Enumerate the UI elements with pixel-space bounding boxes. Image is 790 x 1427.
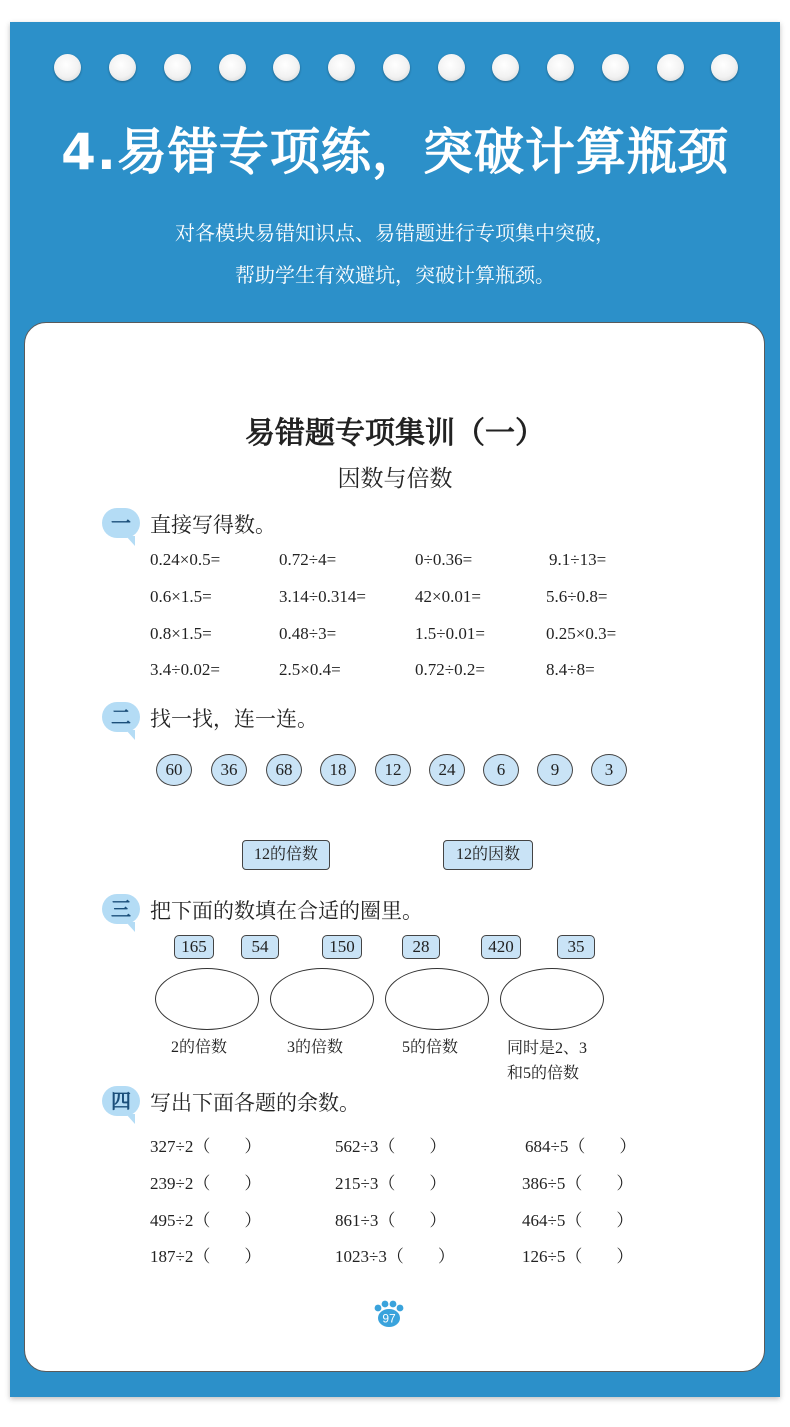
calc-item: 3.4÷0.02= bbox=[150, 660, 220, 679]
headline: 4.易错专项练，突破计算瓶颈 bbox=[61, 123, 729, 181]
number-circle: 24 bbox=[429, 754, 465, 786]
remainder-item: 327÷2（ ） bbox=[150, 1137, 262, 1156]
remainder-item: 464÷5（ ） bbox=[522, 1211, 634, 1230]
remainder-item: 684÷5（ ） bbox=[525, 1137, 637, 1156]
page-subtitle: 因数与倍数 bbox=[337, 466, 453, 492]
section-3-badge: 三 bbox=[102, 894, 140, 924]
circle-label: 同时是2、3 bbox=[507, 1040, 588, 1057]
circle-label: 5的倍数 bbox=[402, 1039, 459, 1056]
calc-item: 0.6×1.5= bbox=[150, 587, 212, 606]
remainder-item: 187÷2（ ） bbox=[150, 1247, 262, 1266]
subline-1: 对各模块易错知识点、易错题进行专项集中突破， bbox=[175, 221, 615, 245]
calc-item: 3.14÷0.314= bbox=[279, 587, 366, 606]
section-2-title: 找一找，连一连。 bbox=[150, 707, 318, 731]
number-tag: 54 bbox=[241, 935, 279, 959]
binder-ring bbox=[273, 54, 300, 81]
remainder-item: 386÷5（ ） bbox=[522, 1174, 634, 1193]
section-3-title: 把下面的数填在合适的圈里。 bbox=[150, 899, 423, 923]
calc-item: 0.8×1.5= bbox=[150, 624, 212, 643]
remainder-item: 215÷3（ ） bbox=[335, 1174, 447, 1193]
number-circle: 9 bbox=[537, 754, 573, 786]
number-tag: 165 bbox=[174, 935, 214, 959]
section-4-title: 写出下面各题的余数。 bbox=[150, 1091, 360, 1115]
binder-ring bbox=[383, 54, 410, 81]
binder-ring bbox=[328, 54, 355, 81]
calc-item: 2.5×0.4= bbox=[279, 660, 341, 679]
calc-item: 0.48÷3= bbox=[279, 624, 337, 643]
number-circle: 18 bbox=[320, 754, 356, 786]
number-circle: 12 bbox=[375, 754, 411, 786]
circle-label: 2的倍数 bbox=[171, 1039, 228, 1056]
calc-item: 9.1÷13= bbox=[549, 550, 607, 569]
answer-circle-5[interactable] bbox=[385, 968, 489, 1030]
number-circle: 3 bbox=[591, 754, 627, 786]
number-tag: 35 bbox=[557, 935, 595, 959]
calc-item: 0.72÷4= bbox=[279, 550, 337, 569]
page-number: 97 bbox=[382, 1311, 396, 1326]
remainder-item: 1023÷3（ ） bbox=[335, 1247, 455, 1266]
circle-label: 和5的倍数 bbox=[507, 1065, 580, 1082]
binder-ring bbox=[164, 54, 191, 81]
answer-circle-3[interactable] bbox=[270, 968, 374, 1030]
binder-ring bbox=[602, 54, 629, 81]
calc-item: 0.25×0.3= bbox=[546, 624, 617, 643]
calc-item: 42×0.01= bbox=[415, 587, 481, 606]
calc-item: 5.6÷0.8= bbox=[546, 587, 608, 606]
binder-ring bbox=[438, 54, 465, 81]
subline-2: 帮助学生有效避坑，突破计算瓶颈。 bbox=[235, 263, 555, 287]
number-circle: 6 bbox=[483, 754, 519, 786]
binder-ring bbox=[711, 54, 738, 81]
page-number-badge bbox=[372, 1300, 406, 1328]
remainder-item: 861÷3（ ） bbox=[335, 1211, 447, 1230]
binder-ring bbox=[109, 54, 136, 81]
number-circle: 60 bbox=[156, 754, 192, 786]
answer-circle-2-3-5[interactable] bbox=[500, 968, 604, 1030]
section-1-badge: 一 bbox=[102, 508, 140, 538]
section-4-badge: 四 bbox=[102, 1086, 140, 1116]
label-factors-of-12: 12的因数 bbox=[443, 840, 533, 870]
binder-ring bbox=[54, 54, 81, 81]
calc-item: 0÷0.36= bbox=[415, 550, 473, 569]
number-circle: 36 bbox=[211, 754, 247, 786]
binder-ring bbox=[547, 54, 574, 81]
number-circle: 68 bbox=[266, 754, 302, 786]
binder-ring bbox=[492, 54, 519, 81]
page-title: 易错题专项集训（一） bbox=[245, 416, 545, 451]
calc-item: 1.5÷0.01= bbox=[415, 624, 485, 643]
binder-ring bbox=[219, 54, 246, 81]
calc-item: 0.24×0.5= bbox=[150, 550, 221, 569]
number-tag: 150 bbox=[322, 935, 362, 959]
remainder-item: 562÷3（ ） bbox=[335, 1137, 447, 1156]
binder-ring bbox=[657, 54, 684, 81]
section-2-badge: 二 bbox=[102, 702, 140, 732]
circle-label: 3的倍数 bbox=[287, 1039, 344, 1056]
number-tag: 28 bbox=[402, 935, 440, 959]
paw-icon bbox=[372, 1300, 406, 1328]
binder-rings bbox=[54, 54, 744, 82]
calc-item: 8.4÷8= bbox=[546, 660, 595, 679]
number-tag: 420 bbox=[481, 935, 521, 959]
section-1-title: 直接写得数。 bbox=[150, 513, 276, 537]
remainder-item: 495÷2（ ） bbox=[150, 1211, 262, 1230]
remainder-item: 126÷5（ ） bbox=[522, 1247, 634, 1266]
calc-item: 0.72÷0.2= bbox=[415, 660, 485, 679]
answer-circle-2[interactable] bbox=[155, 968, 259, 1030]
label-multiples-of-12: 12的倍数 bbox=[242, 840, 330, 870]
remainder-item: 239÷2（ ） bbox=[150, 1174, 262, 1193]
